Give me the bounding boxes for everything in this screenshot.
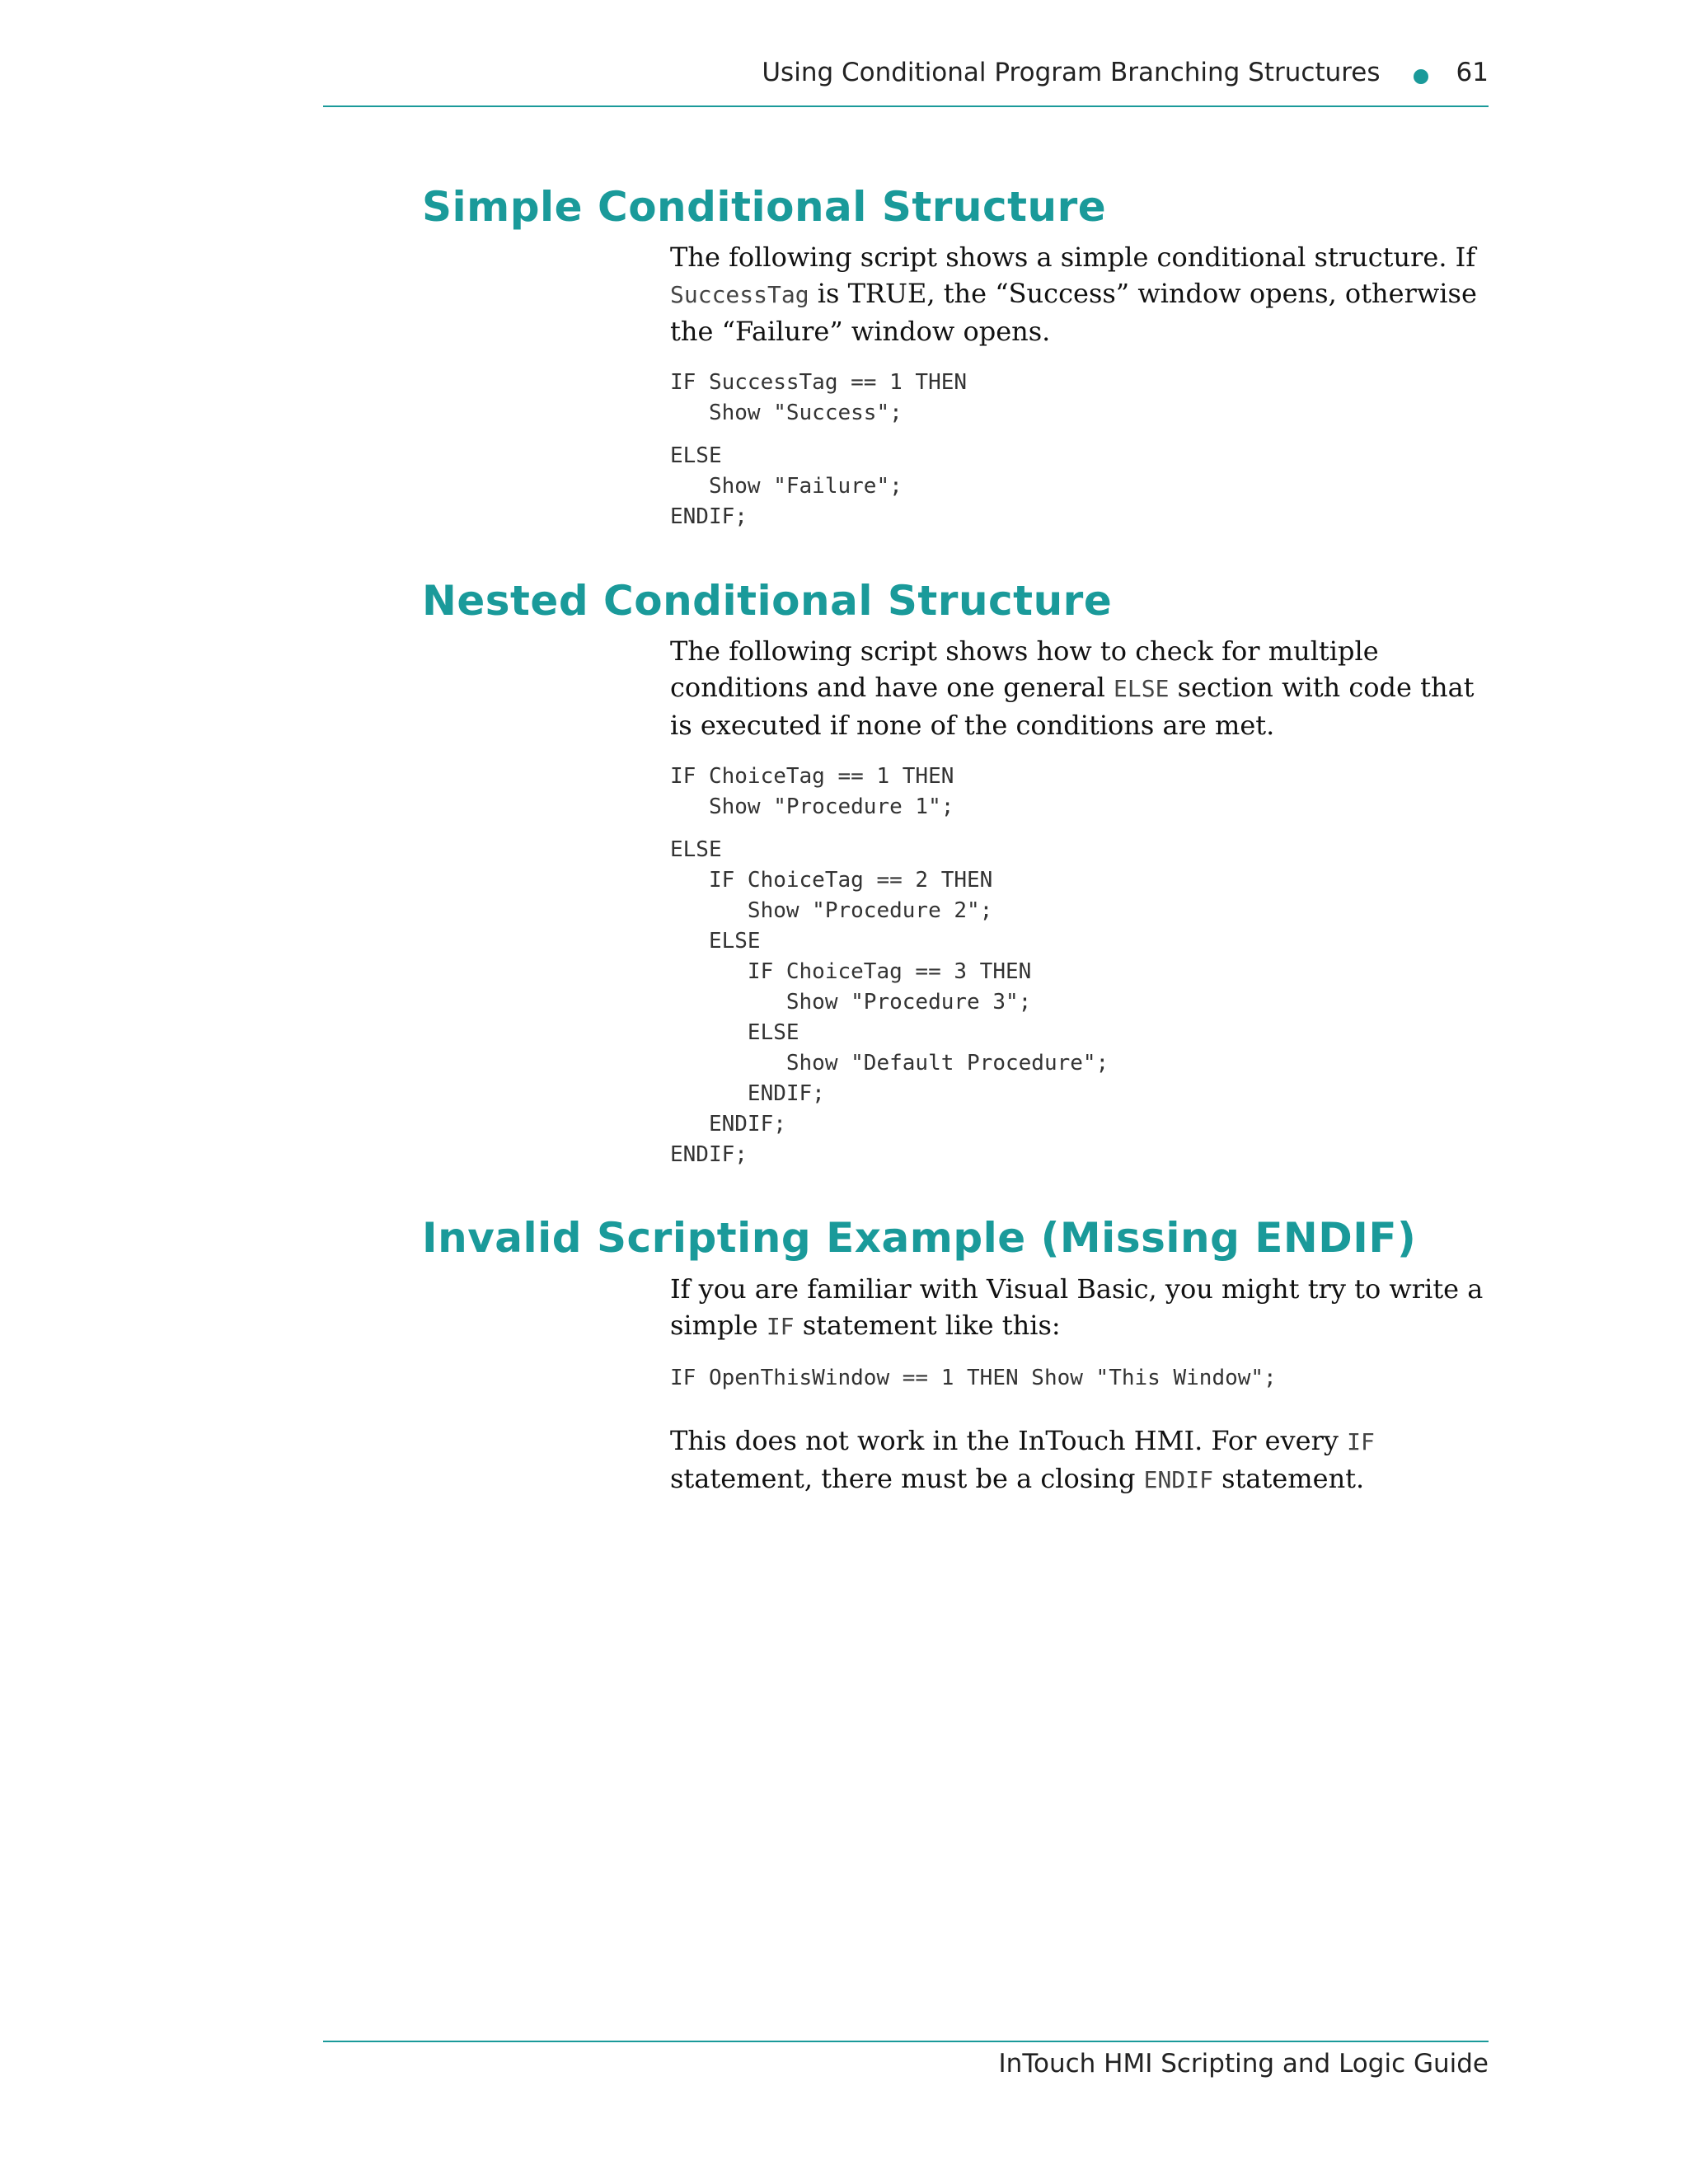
inline-code: ENDIF [1143, 1466, 1213, 1493]
outro-text: statement, there must be a closing [670, 1463, 1144, 1494]
code-block-simple-else: ELSE Show "Failure"; ENDIF; [670, 443, 903, 529]
chapter-title: Using Conditional Program Branching Structures [762, 58, 1381, 87]
book-title: InTouch HMI Scripting and Logic Guide [998, 2049, 1489, 2079]
code-block-simple-if: IF SuccessTag == 1 THEN Show "Success"; [670, 370, 968, 425]
intro-text: The following script shows a simple conditional structure. If [670, 241, 1476, 273]
intro-text: If you are familiar with Visual Basic, you might try to write a simple [670, 1273, 1484, 1341]
section-intro-simple [670, 239, 1494, 349]
code-block-invalid: IF OpenThisWindow == 1 THEN Show "This Window"; [670, 1366, 1277, 1390]
inline-code: ELSE [1114, 675, 1170, 702]
intro-text: is TRUE, the “Success” window opens, otherwise the “Failure” window opens. [670, 278, 1477, 347]
section-intro-invalid [670, 1271, 1494, 1345]
section-heading-invalid: Invalid Scripting Example (Missing ENDIF) [422, 1214, 1417, 1262]
section-intro-nested [670, 633, 1494, 743]
code-block-nested-else: ELSE IF ChoiceTag == 2 THEN Show "Procedure 2"; ELSE IF ChoiceTag == 3 THEN Show "Procedure 3"; ELSE Show "Default Procedure"; ENDIF; ENDIF; ENDIF; [670, 837, 1109, 1167]
inline-code: IF [766, 1313, 795, 1340]
outro-text: This does not work in the InTouch HMI. For every [670, 1425, 1348, 1456]
code-block-nested-if: IF ChoiceTag == 1 THEN Show "Procedure 1"; [670, 764, 954, 819]
intro-text: statement like this: [794, 1310, 1061, 1341]
bullet-dot-icon [1414, 69, 1428, 84]
page-footer [323, 2041, 1489, 2079]
page-header [323, 58, 1489, 107]
inline-code: IF [1347, 1428, 1375, 1455]
outro-text: statement. [1212, 1463, 1365, 1494]
section-outro-invalid [670, 1422, 1494, 1498]
page-number: 61 [1456, 58, 1489, 87]
inline-code: SuccessTag [670, 281, 809, 308]
section-heading-simple: Simple Conditional Structure [422, 183, 1107, 231]
intro-text: section with code that is executed if none of the conditions are met. [670, 672, 1475, 741]
intro-text: The following script shows how to check for multiple conditions and have one general [670, 635, 1379, 703]
section-heading-nested: Nested Conditional Structure [422, 577, 1113, 625]
